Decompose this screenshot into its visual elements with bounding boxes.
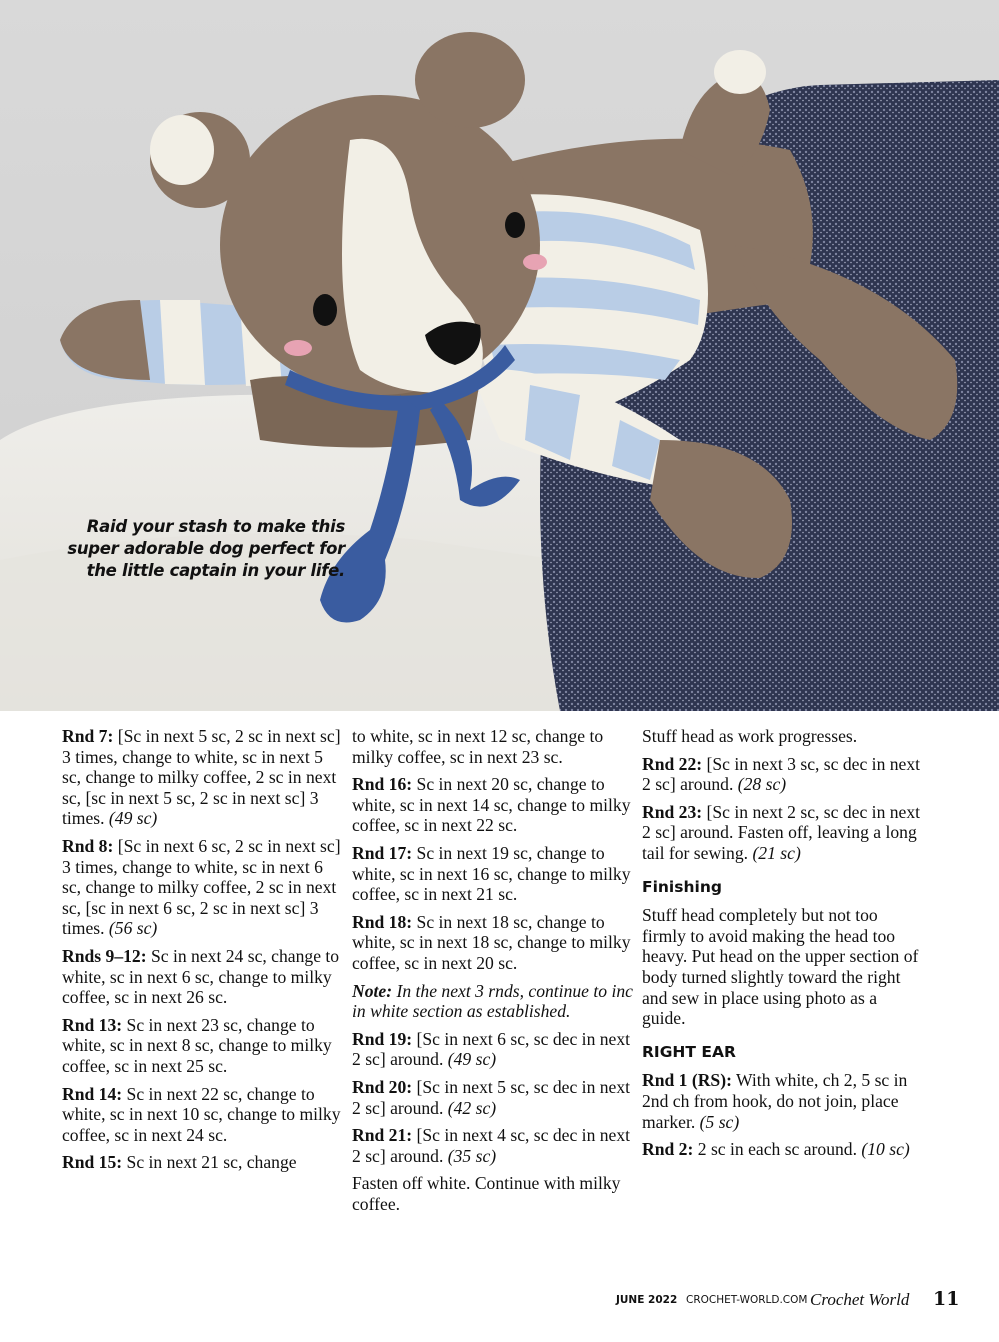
stitch-count: (5 sc) — [699, 1111, 740, 1132]
round-label: Rnd 22: — [642, 753, 703, 774]
instruction-paragraph — [62, 726, 344, 829]
instruction-paragraph — [352, 912, 634, 974]
round-text: Sc in next 21 sc, change — [122, 1152, 297, 1173]
stitch-count: (49 sc) — [108, 808, 158, 829]
instruction-paragraph — [642, 1139, 924, 1160]
round-label: Rnd 8: — [62, 835, 114, 856]
instruction-paragraph — [642, 754, 924, 795]
magazine-name: Crochet World — [810, 1290, 910, 1309]
issue-date: JUNE 2022 — [616, 1294, 678, 1306]
round-label: Rnd 16: — [352, 774, 413, 795]
round-text: Stuff head completely but not too firmly to avoid making the head too heavy. Put head on the upper section of body turned slightly toward the right and sew in place using photo as a guide. — [642, 905, 919, 1029]
instruction-paragraph — [352, 1077, 634, 1118]
round-text: Sc in next 20 sc, change to white, sc in next 14 sc, change to milky coffee, sc in next 22 sc. — [352, 774, 631, 836]
round-text: Sc in next 19 sc, change to white, sc in next 16 sc, change to milky coffee, sc in next 21 sc. — [352, 842, 631, 905]
instruction-paragraph — [62, 946, 344, 1008]
round-label: Rnd 13: — [62, 1014, 123, 1035]
instruction-paragraph — [62, 1015, 344, 1077]
text-column-2 — [352, 726, 634, 1221]
round-text: [Sc in next 3 sc, sc dec in next 2 sc] around. — [642, 753, 921, 795]
instruction-paragraph — [352, 1173, 634, 1214]
note-text: In the next 3 rnds, continue to inc in white section as established. — [352, 980, 633, 1022]
note-label: Note: — [352, 980, 393, 1001]
instruction-paragraph — [642, 1070, 924, 1132]
instruction-paragraph — [352, 774, 634, 836]
instruction-paragraph — [642, 802, 924, 864]
round-text: Stuff head as work progresses. — [642, 726, 858, 746]
stitch-count: (49 sc) — [447, 1049, 497, 1070]
text-column-1 — [62, 726, 344, 1180]
round-text: [Sc in next 5 sc, sc dec in next 2 sc] around. — [352, 1076, 631, 1118]
round-text: [Sc in next 4 sc, sc dec in next 2 sc] around. — [352, 1125, 631, 1166]
instruction-paragraph — [642, 726, 924, 747]
stitch-count: (28 sc) — [737, 774, 787, 795]
round-label: Rnd 15: — [62, 1152, 123, 1173]
round-text: 2 sc in each sc around. — [693, 1139, 862, 1160]
instruction-paragraph — [352, 843, 634, 905]
round-label: Rnd 7: — [62, 726, 114, 746]
round-label: Rnd 14: — [62, 1083, 123, 1104]
stitch-count: (10 sc) — [861, 1139, 910, 1160]
instruction-paragraph — [642, 905, 924, 1029]
instruction-paragraph — [352, 726, 634, 767]
instruction-paragraph — [62, 836, 344, 939]
round-text: [Sc in next 6 sc, sc dec in next 2 sc] around. — [352, 1028, 631, 1070]
page-footer — [0, 1290, 999, 1312]
round-label: Rnd 19: — [352, 1028, 413, 1049]
round-label: Rnd 23: — [642, 801, 703, 822]
round-label: Rnds 9–12: — [62, 945, 147, 966]
round-text: [Sc in next 6 sc, 2 sc in next sc] 3 times, change to white, sc in next 6 sc, change to milky coffee, 2 sc in next sc, [sc in next 6 sc, 2 sc in next sc] 3 times. — [62, 835, 341, 939]
round-text: Sc in next 22 sc, change to white, sc in next 10 sc, change to milky coffee, sc in next 24 sc. — [62, 1083, 341, 1145]
stitch-count: (42 sc) — [447, 1097, 497, 1118]
round-label: Rnd 21: — [352, 1125, 413, 1146]
round-label: Rnd 20: — [352, 1076, 413, 1097]
instruction-paragraph — [62, 1084, 344, 1146]
section-heading-finishing: Finishing — [642, 877, 722, 896]
round-label: Rnd 2: — [642, 1139, 694, 1160]
section-heading-right-ear: RIGHT EAR — [642, 1042, 736, 1061]
round-text: to white, sc in next 12 sc, change to milky coffee, sc in next 23 sc. — [352, 726, 604, 767]
round-text: Fasten off white. Continue with milky coffee. — [352, 1173, 621, 1214]
round-text: [Sc in next 2 sc, sc dec in next 2 sc] around. Fasten off, leaving a long tail for sewing. — [642, 801, 921, 863]
text-column-3 — [642, 726, 924, 1167]
website-url: CROCHET-WORLD.COM — [686, 1294, 808, 1306]
photo-caption: Raid your stash to make this super adorable dog perfect for the little captain in your life. — [67, 517, 345, 580]
instruction-paragraph — [352, 1125, 634, 1166]
page-number: 11 — [933, 1288, 960, 1310]
round-label: Rnd 17: — [352, 842, 413, 863]
round-text: Sc in next 24 sc, change to white, sc in next 6 sc, change to milky coffee, sc in next 26 sc. — [62, 945, 340, 1008]
stitch-count: (21 sc) — [752, 842, 801, 863]
round-label: Rnd 18: — [352, 911, 413, 932]
round-label: Rnd 1 (RS): — [642, 1070, 732, 1091]
round-text: Sc in next 18 sc, change to white, sc in next 18 sc, change to milky coffee, sc in next 20 sc. — [352, 911, 631, 973]
dog-ear-right — [415, 32, 525, 128]
round-text: With white, ch 2, 5 sc in 2nd ch from hook, do not join, place marker. — [642, 1070, 908, 1132]
dog-eye — [505, 212, 525, 238]
dog-eye — [313, 294, 337, 326]
instruction-paragraph — [352, 1029, 634, 1070]
stitch-count: (35 sc) — [447, 1145, 497, 1166]
round-text: Sc in next 23 sc, change to white, sc in next 8 sc, change to milky coffee, sc in next 25 sc. — [62, 1014, 332, 1076]
round-text: [Sc in next 5 sc, 2 sc in next sc] 3 times, change to white, sc in next 5 sc, change to milky coffee, 2 sc in next sc, [sc in next 5 sc, 2 sc in next sc] 3 times. — [62, 726, 341, 829]
instruction-paragraph — [62, 1152, 344, 1173]
stitch-count: (56 sc) — [108, 918, 158, 939]
note-paragraph — [352, 981, 634, 1022]
